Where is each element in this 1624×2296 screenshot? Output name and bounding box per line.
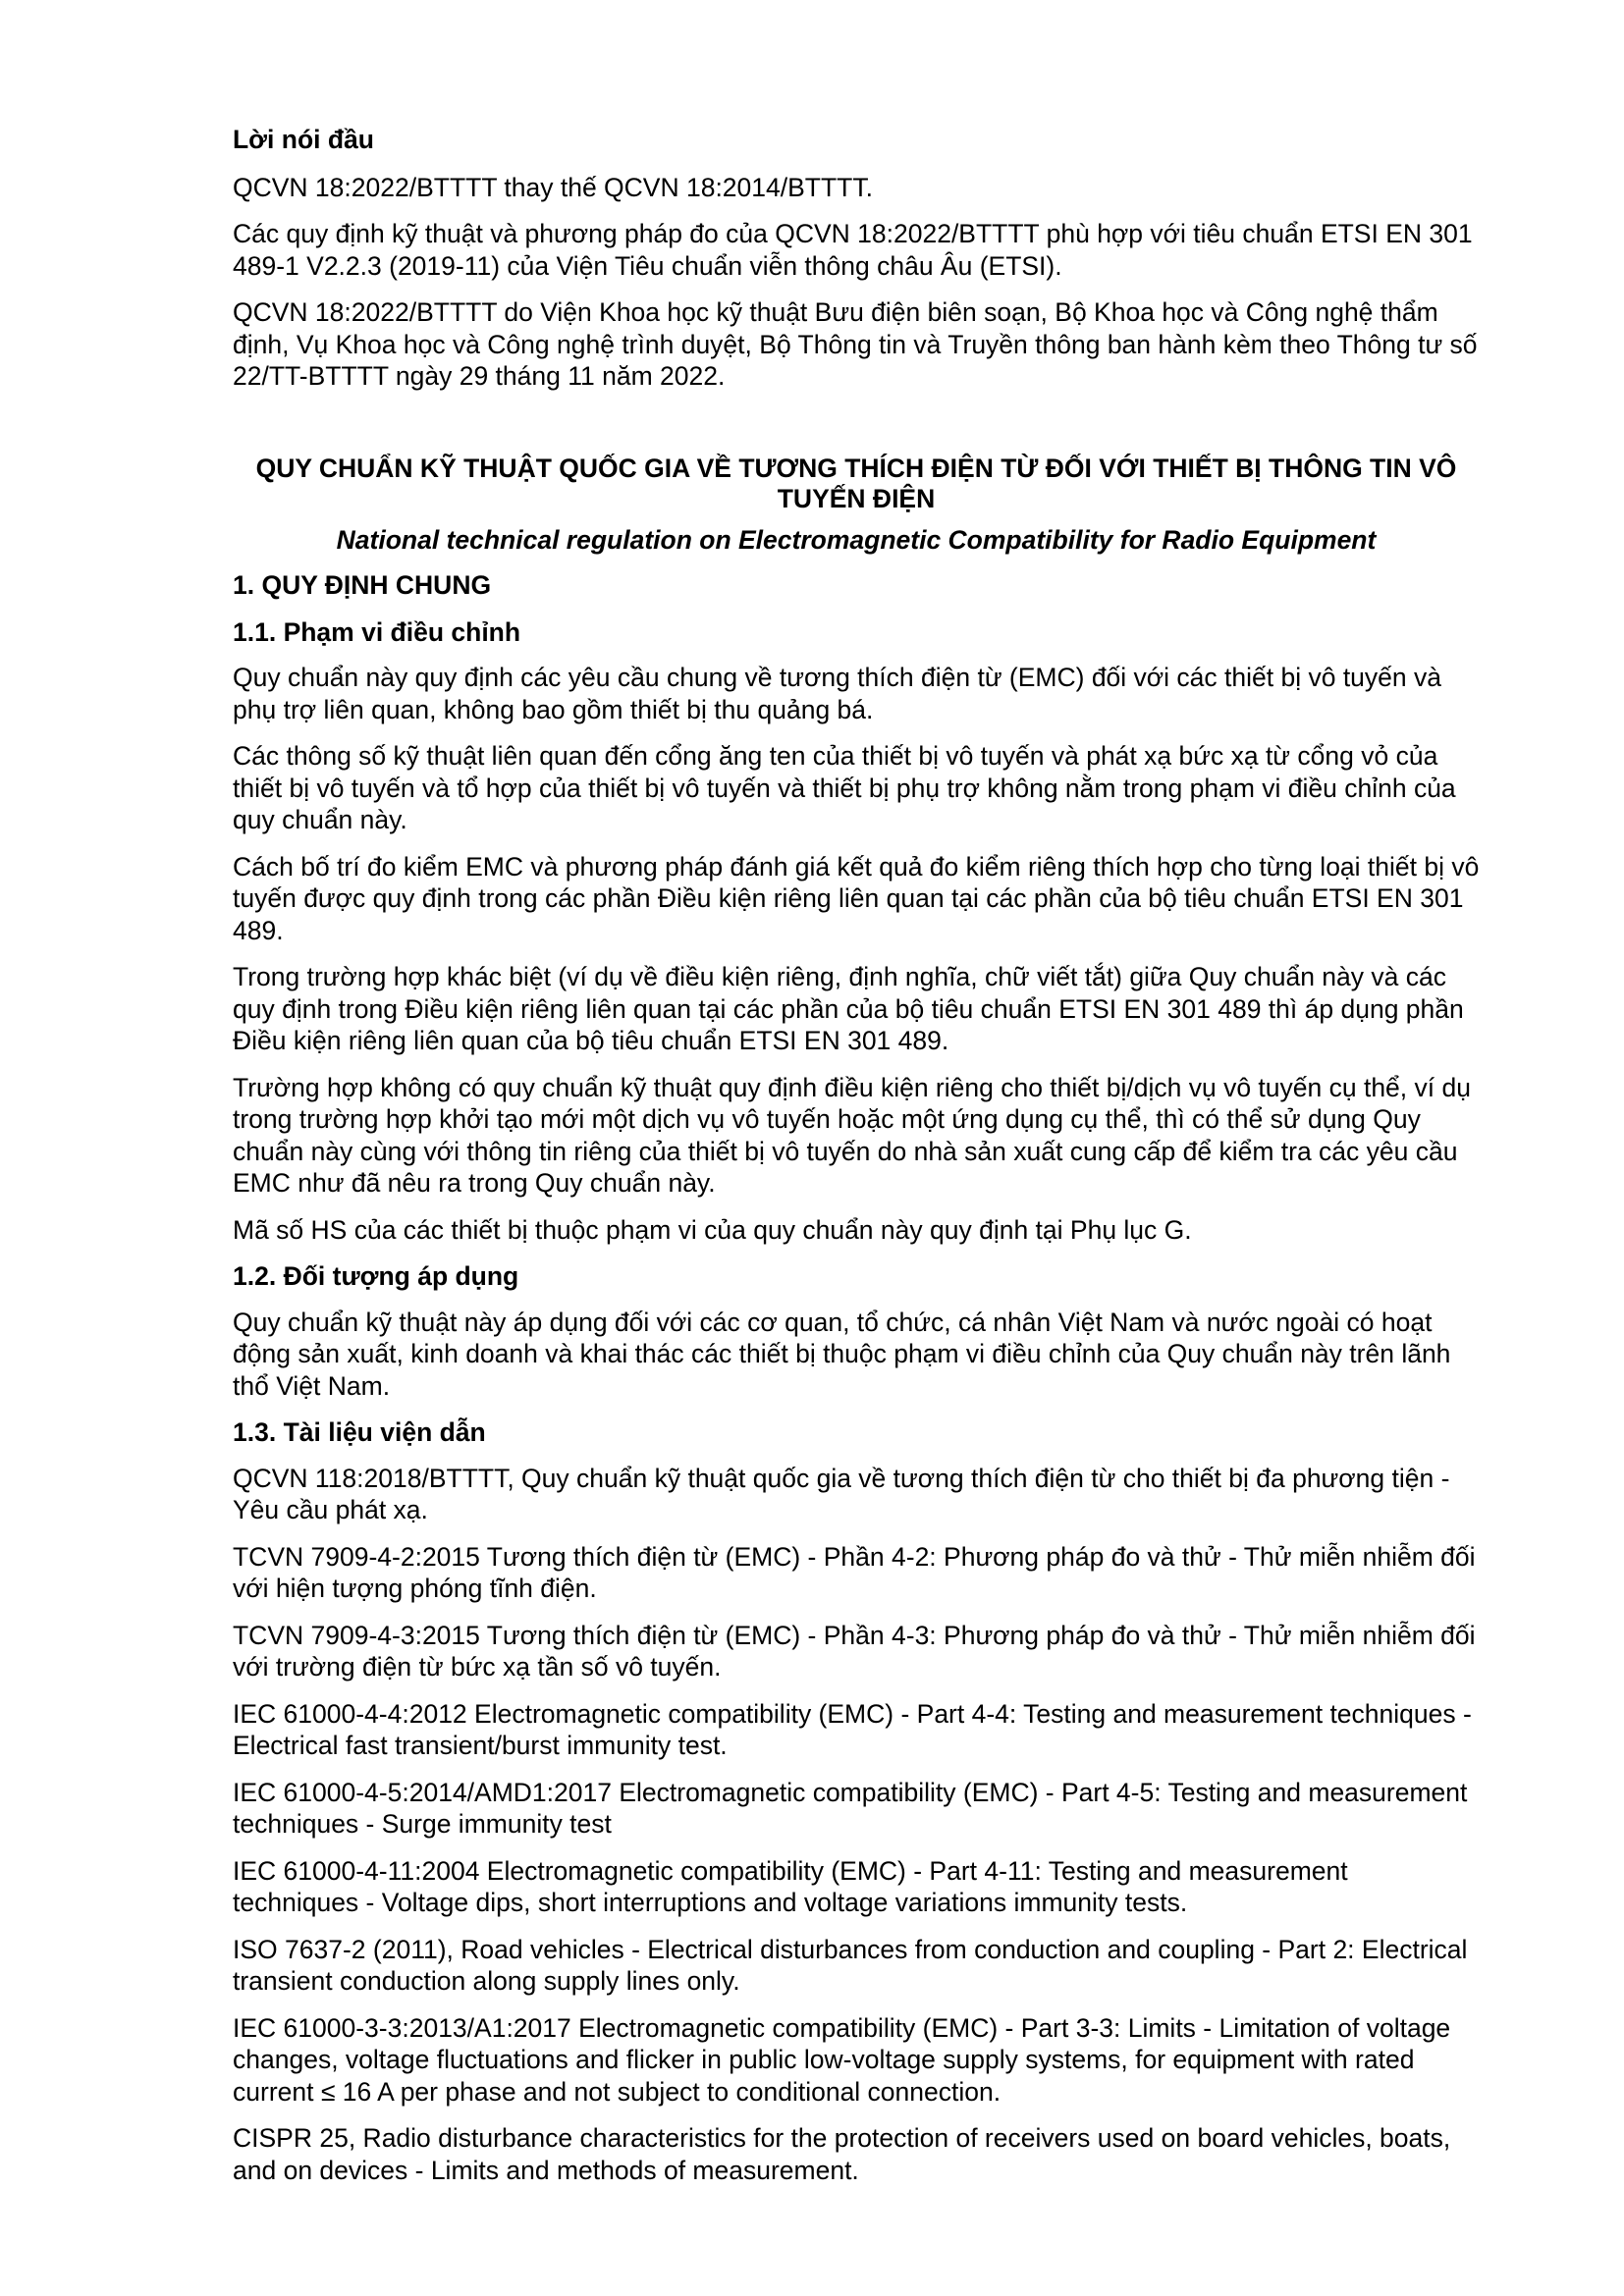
reference-item: IEC 61000-3-3:2013/A1:2017 Electromagnetic compatibility (EMC) - Part 3-3: Limits - Limitation of voltage changes, voltage fluctuations and flicker in public low-voltage supply systems, for equipment with rated current ≤ 16 A per phase and not subject to conditional connection. (233, 2012, 1451, 2107)
section-1-heading: 1. QUY ĐỊNH CHUNG (233, 570, 492, 600)
section-1-1-paragraph: Quy chuẩn này quy định các yêu cầu chung về tương thích điện từ (EMC) đối với các thiết bị vô tuyến và phụ trợ liên quan, không bao gồm thiết bị thu quảng bá. (233, 663, 1441, 724)
section-1-1-paragraph: Cách bố trí đo kiểm EMC và phương pháp đánh giá kết quả đo kiểm riêng thích hợp cho từng loại thiết bị vô tuyến được quy định trong các phần Điều kiện riêng liên quan tại các phần của bộ tiêu chuẩn ETSI EN 301 489. (233, 851, 1480, 945)
reference-item: IEC 61000-4-5:2014/AMD1:2017 Electromagnetic compatibility (EMC) - Part 4-5: Testing and measurement techniques - Surge immunity test (233, 1777, 1468, 1839)
reference-item: QCVN 118:2018/BTTTT, Quy chuẩn kỹ thuật quốc gia về tương thích điện từ cho thiết bị đa phương tiện - Yêu cầu phát xạ. (233, 1463, 1450, 1524)
section-1-1-paragraph: Trường hợp không có quy chuẩn kỹ thuật quy định điều kiện riêng cho thiết bị/dịch vụ vô tuyến cụ thể, ví dụ trong trường hợp khởi tạo mới một dịch vụ vô tuyến hoặc một ứng dụng cụ thể, thì có thể sử dụng Quy chuẩn này cùng với thông tin riêng của thiết bị vô tuyến do nhà sản xuất cung cấp để kiểm tra các yêu cầu EMC như đã nêu ra trong Quy chuẩn này. (233, 1072, 1471, 1198)
document-page (233, 124, 1480, 2201)
section-1-2-heading: 1.2. Đối tượng áp dụng (233, 1261, 519, 1291)
section-1-3-heading: 1.3. Tài liệu viện dẫn (233, 1417, 486, 1447)
section-1-1-paragraph: Trong trường hợp khác biệt (ví dụ về điều kiện riêng, định nghĩa, chữ viết tắt) giữa Quy chuẩn này và các quy định trong Điều kiện riêng liên quan tại các phần của bộ tiêu chuẩn ETSI EN 301 489 thì áp dụng phần Điều kiện riêng liên quan của bộ tiêu chuẩn ETSI EN 301 489. (233, 962, 1464, 1055)
reference-item: IEC 61000-4-4:2012 Electromagnetic compatibility (EMC) - Part 4-4: Testing and measurement techniques - Electrical fast transient/burst immunity test. (233, 1698, 1472, 1760)
foreword-paragraph: QCVN 18:2022/BTTTT thay thế QCVN 18:2014/BTTTT. (233, 172, 873, 202)
section-1-1-paragraph: Các thông số kỹ thuật liên quan đến cổng ăng ten của thiết bị vô tuyến và phát xạ bức xạ từ cổng vỏ của thiết bị vô tuyến và tổ hợp của thiết bị vô tuyến và thiết bị phụ trợ không nằm trong phạm vi điều chỉnh của quy chuẩn này. (233, 741, 1456, 834)
reference-item: IEC 61000-4-11:2004 Electromagnetic compatibility (EMC) - Part 4-11: Testing and measurement techniques - Voltage dips, short interruptions and voltage variations immunity tests. (233, 1855, 1348, 1917)
reference-item: TCVN 7909-4-3:2015 Tương thích điện từ (EMC) - Phần 4-3: Phương pháp đo và thử - Thử miễn nhiễm đối với trường điện từ bức xạ tần số vô tuyến. (233, 1620, 1476, 1682)
reference-item: TCVN 7909-4-2:2015 Tương thích điện từ (EMC) - Phần 4-2: Phương pháp đo và thử - Thử miễn nhiễm đối với hiện tượng phóng tĩnh điện. (233, 1541, 1476, 1603)
foreword-heading: Lời nói đầu (233, 125, 374, 154)
foreword-paragraph: Các quy định kỹ thuật và phương pháp đo của QCVN 18:2022/BTTTT phù hợp với tiêu chuẩn ETSI EN 301 489-1 V2.2.3 (2019-11) của Viện Tiêu chuẩn viễn thông châu Âu (ETSI). (233, 219, 1473, 281)
reference-item: ISO 7637-2 (2011), Road vehicles - Electrical disturbances from conduction and coupling - Part 2: Electrical transient conduction along supply lines only. (233, 1934, 1468, 1996)
section-1-1-heading: 1.1. Phạm vi điều chỉnh (233, 616, 521, 647)
reference-item: CISPR 25, Radio disturbance characteristics for the protection of receivers used on board vehicles, boats, and on devices - Limits and methods of measurement. (233, 2123, 1451, 2185)
section-1-1-paragraph: Mã số HS của các thiết bị thuộc phạm vi của quy chuẩn này quy định tại Phụ lục G. (233, 1214, 1192, 1245)
foreword-paragraph: QCVN 18:2022/BTTTT do Viện Khoa học kỹ thuật Bưu điện biên soạn, Bộ Khoa học và Công nghệ thẩm định, Vụ Khoa học và Công nghệ trình duyệt, Bộ Thông tin và Truyền thông ban hành kèm theo Thông tư số 22/TT-BTTTT ngày 29 tháng 11 năm 2022. (233, 297, 1478, 391)
document-subtitle: National technical regulation on Electromagnetic Compatibility for Radio Equipment (336, 524, 1377, 555)
section-1-2-paragraph: Quy chuẩn kỹ thuật này áp dụng đối với các cơ quan, tổ chức, cá nhân Việt Nam và nước ngoài có hoạt động sản xuất, kinh doanh và khai thác các thiết bị thuộc phạm vi điều chỉnh của Quy chuẩn này trên lãnh thổ Việt Nam. (233, 1307, 1451, 1401)
document-title: QUY CHUẨN KỸ THUẬT QUỐC GIA VỀ TƯƠNG THÍCH ĐIỆN TỪ ĐỐI VỚI THIẾT BỊ THÔNG TIN VÔ TUYẾN ĐIỆN (255, 453, 1457, 513)
